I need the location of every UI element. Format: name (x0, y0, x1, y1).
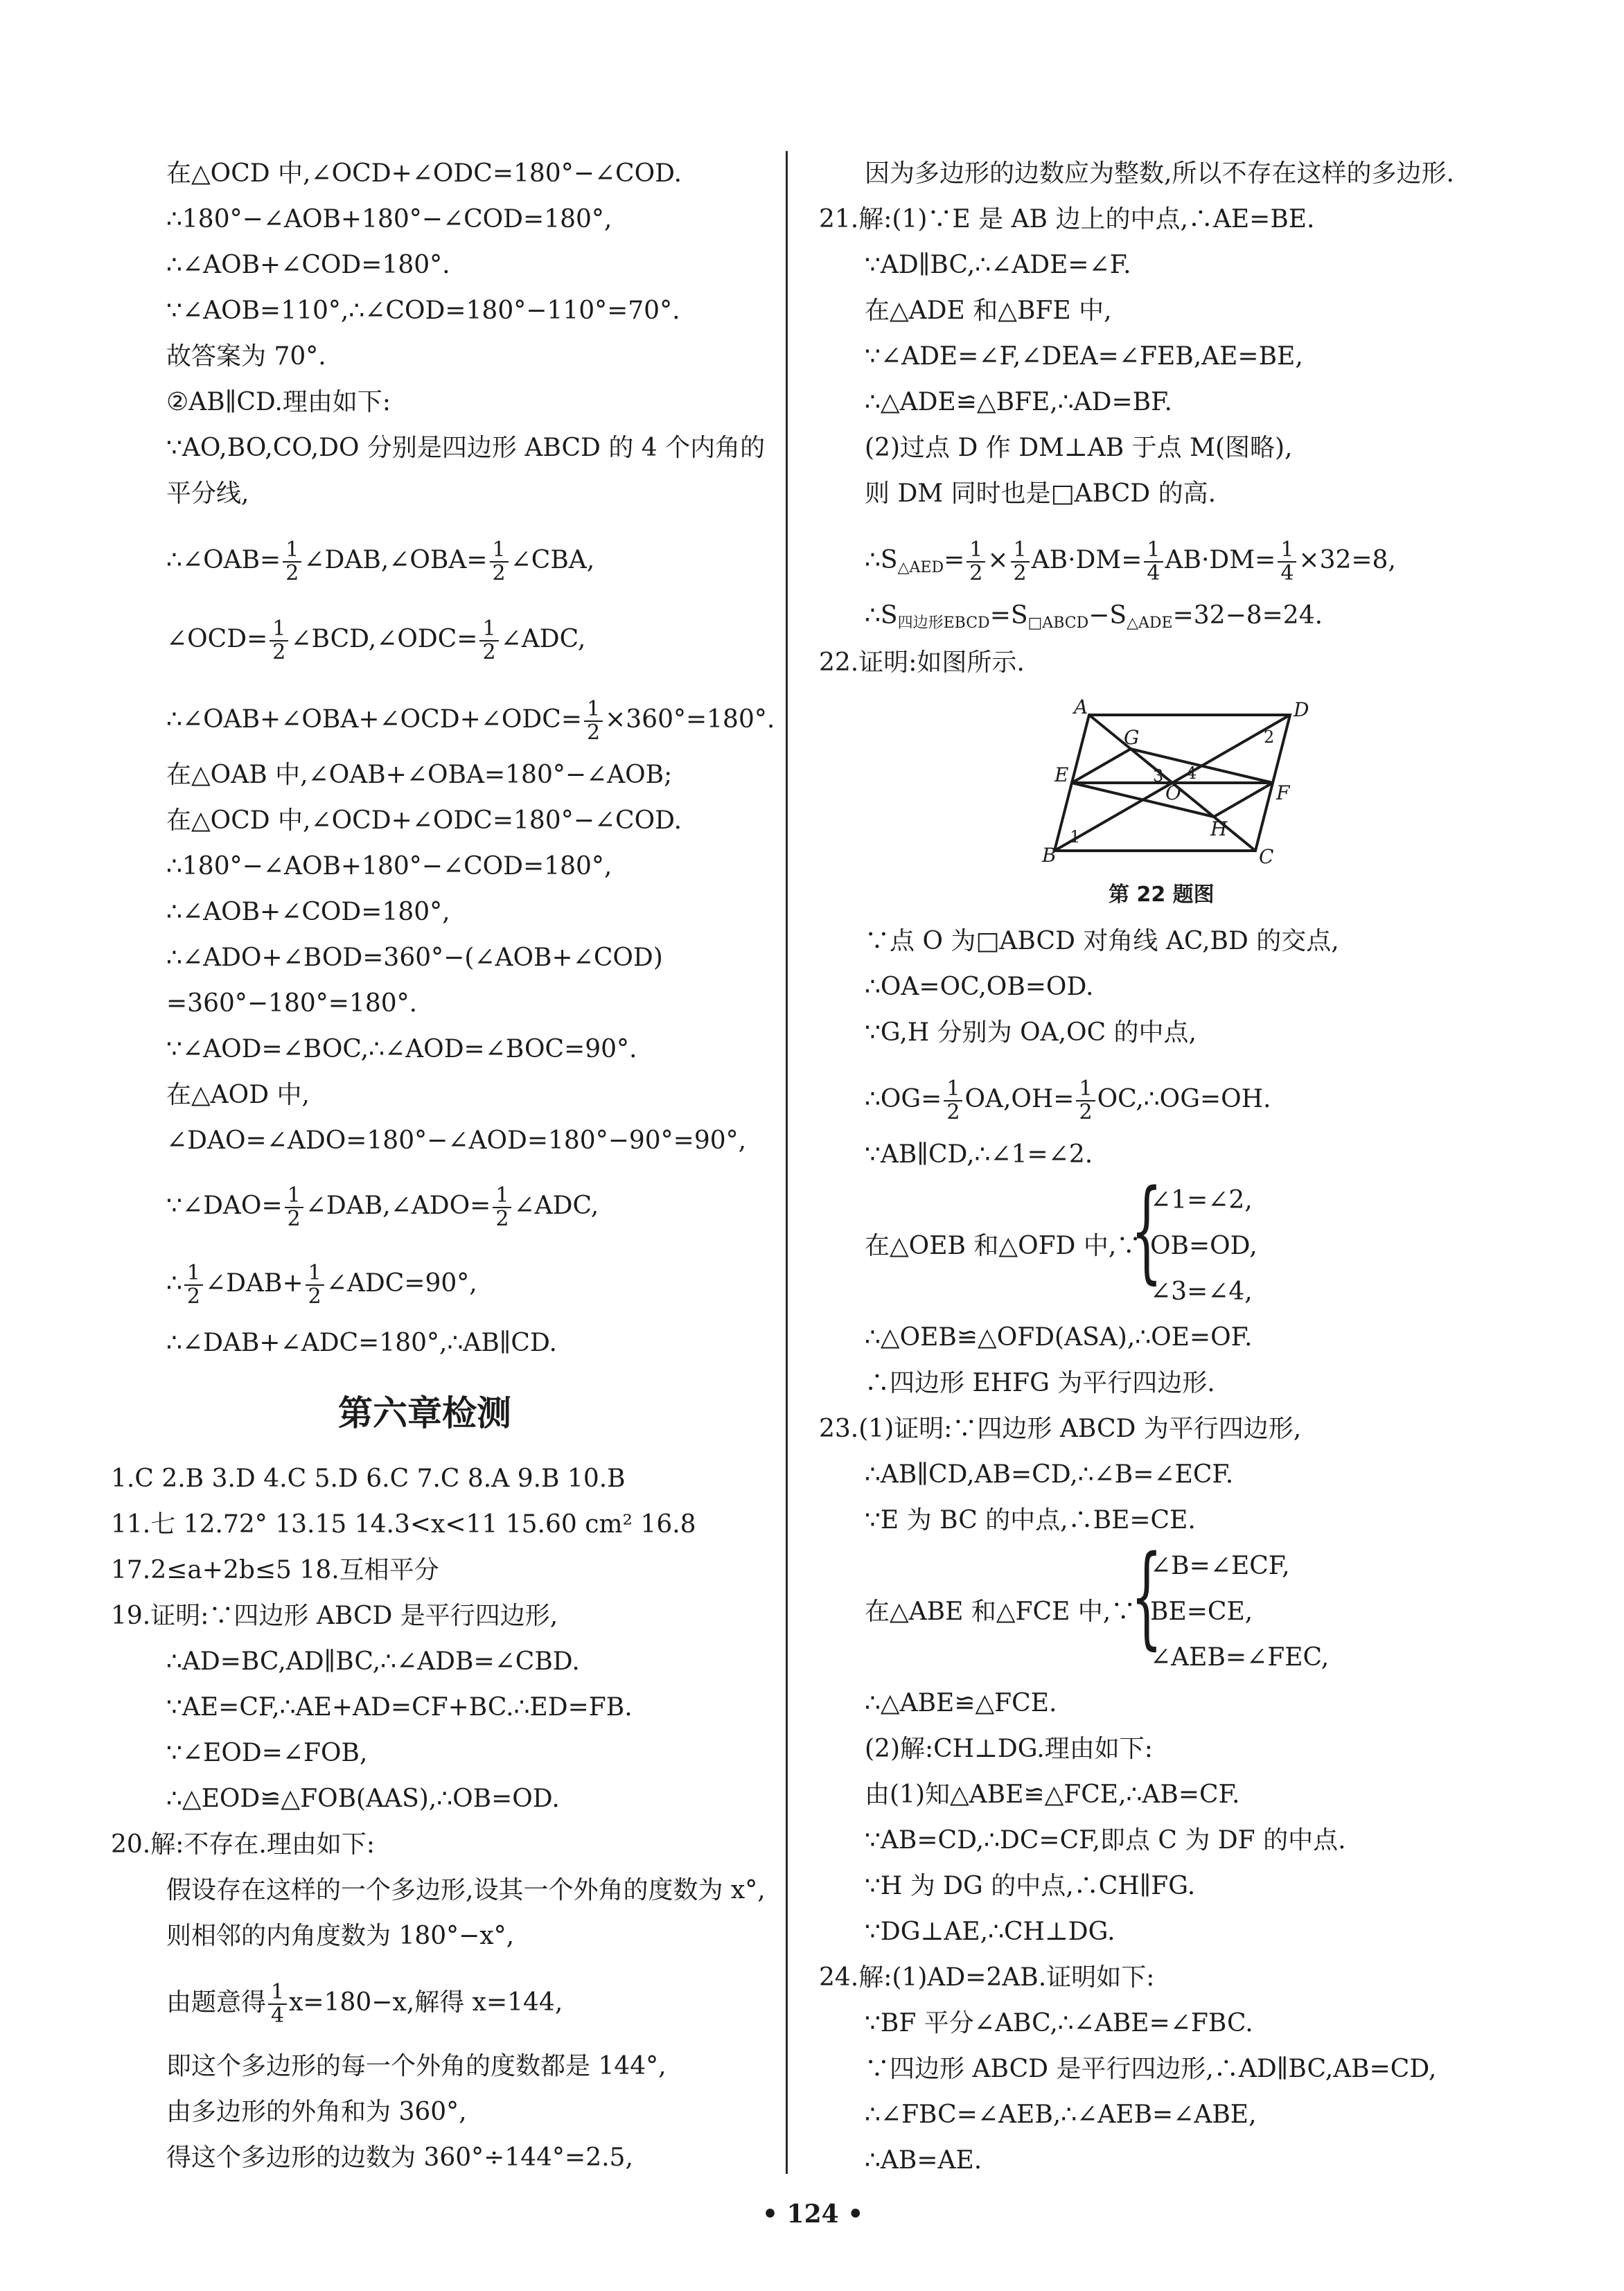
text-line: ∴180°−∠AOB+180°−∠COD=180°, (166, 205, 612, 233)
text-line: ∴∠FBC=∠AEB,∴∠AEB=∠ABE, (865, 2100, 1257, 2129)
text-line: 则 DM 同时也是□ABCD 的高. (865, 479, 1217, 508)
text-line: ∴∠AOB+∠COD=180°. (166, 251, 450, 279)
fraction: $\frac{1}{4}$ (268, 1981, 287, 2027)
text-line: ∵∠ADE=∠F,∠DEA=∠FEB,AE=BE, (865, 342, 1303, 371)
text-line: ∠DAO=∠ADO=180°−∠AOD=180°−90°=90°, (166, 1126, 747, 1155)
angle-label-4: 4 (1186, 763, 1197, 783)
fraction: $\frac{1}{2}$ (283, 539, 301, 585)
formula-line (166, 698, 775, 744)
question-22: 22.证明:如图所示. (819, 648, 1025, 677)
fraction: $\frac{1}{2}$ (490, 539, 509, 585)
formula-line (166, 1185, 599, 1230)
fraction: $\frac{1}{2}$ (270, 618, 288, 664)
text-line: ∵G,H 分别为 OA,OC 的中点, (865, 1018, 1197, 1047)
text-line: 在△OCD 中,∠OCD+∠ODC=180°−∠COD. (166, 806, 682, 835)
label-b: B (1042, 844, 1057, 867)
text-line: ∴AD=BC,AD∥BC,∴∠ADB=∠CBD. (166, 1647, 580, 1676)
fraction: $\frac{1}{2}$ (479, 618, 498, 664)
section-heading: 第六章检测 (338, 1393, 511, 1433)
text: ∠DAB,∠OBA= (303, 546, 488, 574)
text: ∠BCD,∠ODC= (290, 625, 478, 653)
text-line: 假设存在这样的一个多边形,设其一个外角的度数为 x°, (166, 1876, 766, 1904)
text-line: ∵AD∥BC,∴∠ADE=∠F. (865, 251, 1131, 279)
condition-line: ∠B=∠ECF, (1150, 1552, 1290, 1580)
text-line: 即这个多边形的每一个外角的度数都是 144°, (166, 2052, 667, 2080)
condition-line: ∠1=∠2, (1150, 1186, 1253, 1214)
text-line: ∵AE=CF,∴AE+AD=CF+BC.∴ED=FB. (166, 1693, 633, 1722)
text-line: ∴△EOD≌△FOB(AAS),∴OB=OD. (166, 1785, 560, 1813)
text-line: ∴△ADE≌△BFE,∴AD=BF. (865, 388, 1172, 416)
question-23: 23.(1)证明:∵四边形 ABCD 为平行四边形, (819, 1415, 1302, 1443)
answers-line: 1.C 2.B 3.D 4.C 5.D 6.C 7.C 8.A 9.B 10.B (111, 1465, 626, 1493)
text-line: ∵E 为 BC 的中点,∴BE=CE. (865, 1506, 1196, 1534)
geometry-figure (1042, 696, 1311, 868)
label-e: E (1054, 763, 1069, 786)
formula-line (166, 618, 585, 664)
text-line: 在△OEB 和△OFD 中,∵ (865, 1232, 1142, 1260)
text: ∠ADC=90°, (326, 1269, 477, 1298)
text-line: =360°−180°=180°. (166, 989, 418, 1018)
formula-line (166, 1981, 563, 2027)
text-line: (2)解:CH⊥DG.理由如下: (865, 1735, 1153, 1763)
label-c: C (1259, 845, 1274, 868)
text-line: 由多边形的外角和为 360°, (166, 2098, 467, 2126)
text-line: ∴△OEB≌△OFD(ASA),∴OE=OF. (865, 1323, 1253, 1352)
text-line: ∵四边形 ABCD 是平行四边形,∴AD∥BC,AB=CD, (865, 2055, 1437, 2083)
fraction: $\frac{1}{2}$ (1076, 1078, 1095, 1124)
text-line: ∴180°−∠AOB+180°−∠COD=180°, (166, 852, 612, 881)
text-line: ∵H 为 DG 的中点,∴CH∥FG. (865, 1872, 1196, 1900)
fraction: $\frac{1}{2}$ (306, 1262, 324, 1308)
fraction: $\frac{1}{2}$ (493, 1185, 511, 1230)
text: ∠CBA, (510, 546, 595, 574)
label-f: F (1276, 781, 1290, 804)
text-line: 在△OCD 中,∠OCD+∠ODC=180°−∠COD. (166, 159, 682, 188)
fraction: $\frac{1}{2}$ (944, 1078, 962, 1124)
formula-line (166, 539, 594, 585)
label-h: H (1210, 817, 1228, 840)
text: 由题意得 (166, 1988, 267, 2017)
text-line: ∴∠ADO+∠BOD=360°−(∠AOB+∠COD) (166, 944, 663, 972)
text-line: 因为多边形的边数应为整数,所以不存在这样的多边形. (865, 159, 1454, 188)
text: ∠ADC, (500, 625, 586, 653)
brace: { (1131, 1165, 1163, 1295)
text-line: ∵∠AOD=∠BOC,∴∠AOD=∠BOC=90°. (166, 1035, 637, 1063)
label-g: G (1124, 726, 1140, 749)
text-line: 在△AOD 中, (166, 1081, 310, 1109)
text-line: ②AB∥CD.理由如下: (166, 388, 391, 416)
text-line: ∴∠AOB+∠COD=180°, (166, 898, 450, 926)
text-line: 故答案为 70°. (166, 342, 326, 371)
text: x=180−x,解得 x=144, (289, 1988, 563, 2017)
text-line: ∴△ABE≌△FCE. (865, 1689, 1057, 1717)
text-line: 在△ADE 和△BFE 中, (865, 297, 1112, 325)
text-line: 在△ABE 和△FCE 中,∵ (865, 1598, 1136, 1626)
question-19: 19.证明:∵四边形 ABCD 是平行四边形, (111, 1602, 558, 1630)
brace: { (1131, 1531, 1163, 1661)
question-20: 20.解:不存在.理由如下: (111, 1830, 375, 1859)
figure-caption: 第 22 题图 (1109, 883, 1215, 907)
text: ∴∠OAB= (166, 546, 281, 574)
fraction: $\frac{1}{4}$ (1144, 539, 1163, 585)
text: ∴ (166, 1269, 182, 1298)
question-21: 21.解:(1)∵E 是 AB 边上的中点,∴AE=BE. (819, 205, 1315, 233)
angle-label-1: 1 (1070, 827, 1081, 847)
fraction: $\frac{1}{2}$ (1011, 539, 1030, 585)
text-line: ∴四边形 EHFG 为平行四边形. (865, 1369, 1215, 1397)
text: ∠DAB+ (205, 1269, 303, 1298)
fraction: $\frac{1}{2}$ (584, 698, 603, 744)
segment-eg (1072, 749, 1131, 783)
text-line: 则相邻的内角度数为 180°−x°, (166, 1922, 515, 1950)
text-line: ∴AB∥CD,AB=CD,∴∠B=∠ECF. (865, 1460, 1234, 1489)
condition-line: ∠3=∠4, (1150, 1277, 1253, 1306)
question-24: 24.解:(1)AD=2AB.证明如下: (819, 1963, 1155, 1992)
text-line: 得这个多边形的边数为 360°÷144°=2.5, (166, 2143, 633, 2172)
answers-line: 11.七 12.72° 13.15 14.3<x<11 15.60 cm² 16.8 (111, 1510, 696, 1539)
text-line: ∵∠AOB=110°,∴∠COD=180°−110°=70°. (166, 297, 680, 325)
text-line: ∵BF 平分∠ABC,∴∠ABE=∠FBC. (865, 2009, 1253, 2037)
fraction: $\frac{1}{4}$ (1278, 539, 1296, 585)
text-line: ∴OA=OC,OB=OD. (865, 973, 1094, 1001)
formula-line (166, 1262, 477, 1308)
text-line: ∴AB=AE. (865, 2146, 982, 2175)
page-number: • 124 • (762, 2200, 864, 2229)
text: ∵∠DAO= (166, 1192, 283, 1220)
text-line: ∵∠EOD=∠FOB, (166, 1739, 368, 1767)
formula-line: ∴OG= $\frac{1}{2}$ OA,OH= $\frac{1}{2}$ OC,∴OG=OH. (865, 1077, 1271, 1124)
condition-line: OB=OD, (1150, 1232, 1257, 1260)
formula-line: $\therefore S_{\triangle AED}=$ $\frac{1}{2}$ × $\frac{1}{2}$ AB·DM= $\frac{1}{4}$ AB·DM= $\frac{1}{4}$ ×32=8, (865, 538, 1396, 585)
text: ∠DAB,∠ADO= (305, 1192, 491, 1220)
text-line: 在△OAB 中,∠OAB+∠OBA=180°−∠AOB; (166, 761, 673, 789)
fraction: $\frac{1}{2}$ (184, 1262, 203, 1308)
text-line: ∵DG⊥AE,∴CH⊥DG. (865, 1918, 1115, 1946)
column-divider (786, 151, 788, 2174)
condition-line: BE=CE, (1150, 1598, 1253, 1626)
label-d: D (1294, 698, 1309, 721)
text-line: ∵AO,BO,CO,DO 分别是四边形 ABCD 的 4 个内角的 (166, 434, 766, 462)
label-o: O (1165, 781, 1181, 804)
text: ∠ADC, (513, 1192, 599, 1220)
text-line: 由(1)知△ABE≌△FCE,∴AB=CF. (865, 1780, 1240, 1809)
label-a: A (1074, 696, 1088, 718)
text: ×360°=180°. (605, 705, 775, 734)
angle-label-3: 3 (1153, 766, 1164, 786)
text-line: ∵点 O 为□ABCD 对角线 AC,BD 的交点, (865, 927, 1339, 955)
text-line: ∴∠DAB+∠ADC=180°,∴AB∥CD. (166, 1329, 557, 1357)
angle-label-2: 2 (1264, 727, 1275, 747)
text: ∠OCD= (166, 625, 268, 653)
fraction: $\frac{1}{2}$ (285, 1185, 303, 1230)
text-line: 平分线, (166, 479, 249, 508)
text-line: ∵AB∥CD,∴∠1=∠2. (865, 1140, 1093, 1169)
condition-line: ∠AEB=∠FEC, (1150, 1643, 1330, 1672)
formula-line: $\therefore S_{四边形EBCD}=S_{□ABCD}-S_{\triangle ADE}=32-8=24$. (865, 601, 1323, 632)
segment-fh (1214, 783, 1273, 817)
text-line: (2)过点 D 作 DM⊥AB 于点 M(图略), (865, 434, 1293, 462)
text-line: ∵AB=CD,∴DC=CF,即点 C 为 DF 的中点. (865, 1826, 1346, 1855)
fraction: $\frac{1}{2}$ (967, 539, 985, 585)
answers-line: 17.2≤a+2b≤5 18.互相平分 (111, 1556, 439, 1584)
text: ∴∠OAB+∠OBA+∠OCD+∠ODC= (166, 705, 582, 734)
